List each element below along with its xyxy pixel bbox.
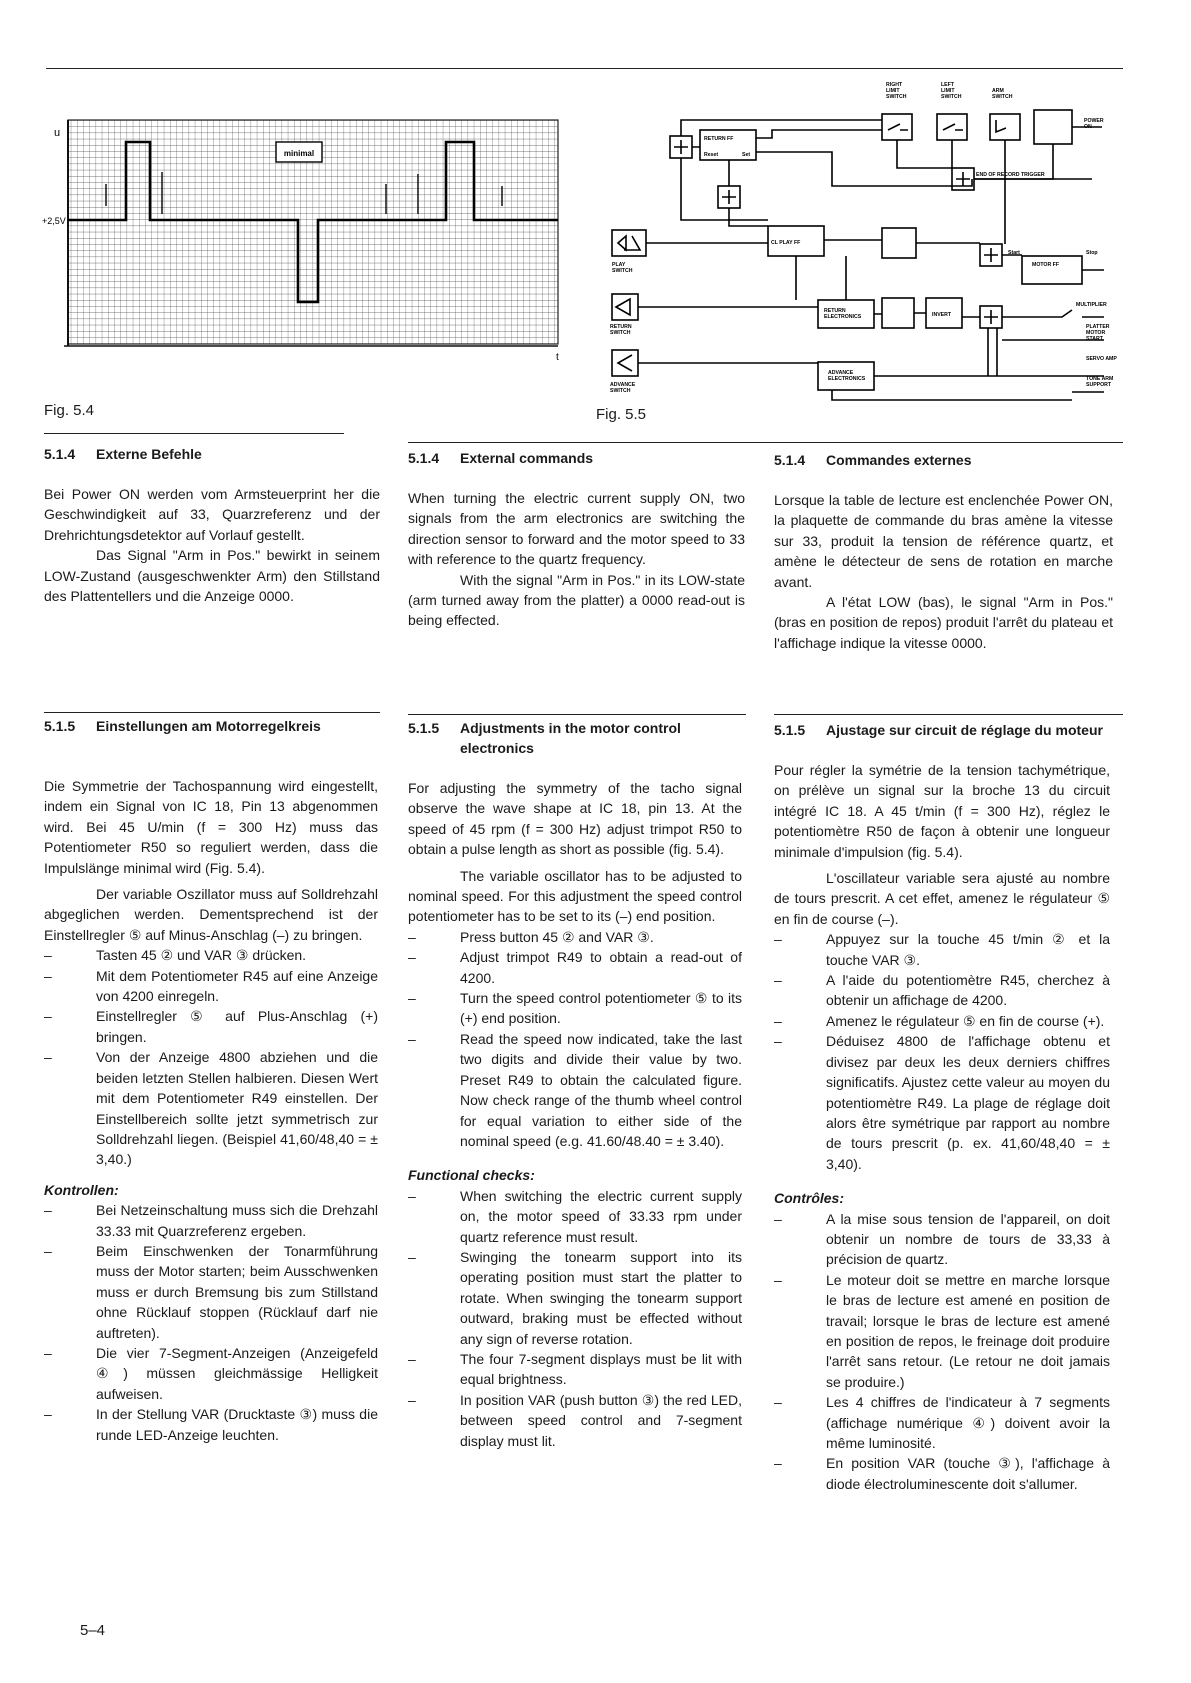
paragraph: For adjusting the symmetry of the tacho signal observe the wave shape at IC 18, pin 13. At the speed of 45 rpm (f = 300 Hz) adjust trimpot R50 to obtain a pulse length as short as possible (fig. 5.4). (408, 780, 742, 858)
list-item (408, 1349, 742, 1390)
list-item (774, 1209, 1110, 1270)
label-right-limit-3: SWITCH (886, 94, 907, 100)
label-play-switch-2: SWITCH (612, 268, 633, 274)
label-return-electronics-2: ELECTRONICS (824, 314, 862, 320)
heading-title: Externe Befehle (96, 446, 202, 462)
paragraph: Pour régler la symétrie de la tension tachymétrique, on prélève un signal sur la broche 13 du circuit intégré IC 18. A 45 t/min (f = 300 Hz), réglez le potentiomètre R50 de façon à obtenir une longueur minimale d'impulsion (fig. 5.4). (774, 762, 1110, 860)
label-power-on-2: ON (1084, 124, 1092, 130)
list-dash: – (408, 990, 416, 1007)
list-item-text: Einstellregler ⑤ auf Plus-Anschlag (+) bringen. (96, 1008, 378, 1045)
list-item (408, 1390, 742, 1451)
heading-number: 5.1.4 (774, 452, 806, 468)
paragraph: Das Signal "Arm in Pos." bewirkt in seinem LOW-Zustand (ausgeschwenkter Arm) den Stillstand des Plattentellers und die Anzeige 0000. (44, 547, 380, 605)
label-stop: Stop (1086, 250, 1098, 256)
paragraph: The variable oscillator has to be adjusted to nominal speed. For this adjustment the speed control potentiometer has to be set to its (–) end position. (408, 867, 742, 925)
paragraph: Der variable Oszillator muss auf Solldrehzahl abgeglichen werden. Dementsprechend ist der Einstellregler ⑤ auf Minus-Anschlag (–) zu bringen. (44, 886, 378, 943)
list-item-text: En position VAR (touche ③), l'affichage à diode électroluminescente doit s'allumer. (826, 1455, 1110, 1492)
heading-515-de (44, 716, 378, 736)
list-item-text: Turn the speed control potentiometer ⑤ to its (+) end position. (460, 990, 742, 1027)
label-arm-switch-2: SWITCH (992, 94, 1013, 100)
list-item-text: Mit dem Potentiometer R45 auf eine Anzeige von 4200 einregeln. (96, 967, 378, 1005)
label-return-switch-2: SWITCH (610, 330, 631, 336)
heading-title: Einstellungen am Motorregelkreis (96, 718, 321, 734)
label-start: Start (1008, 250, 1020, 256)
list-item (774, 929, 1110, 970)
heading-514-fr (774, 450, 1113, 470)
page-number: 5–4 (80, 1622, 106, 1639)
label-left-limit-1: LEFT (941, 82, 954, 88)
list-item-text: Press button 45 ② and VAR ③. (460, 928, 654, 945)
list-dash: – (408, 1350, 416, 1367)
label-return-electronics-1: RETURN (824, 308, 846, 314)
label-tone-arm-2: SUPPORT (1086, 382, 1112, 388)
list-dash: – (408, 1248, 416, 1265)
list-item (774, 1011, 1110, 1031)
rule-515-en (408, 714, 746, 715)
list-item (44, 1047, 378, 1169)
heading-title: Adjustments in the motor control electronics (460, 720, 681, 756)
subheading-checks: Contrôles: (774, 1190, 844, 1207)
list-item (774, 1031, 1110, 1174)
fig54-label-u: u (54, 127, 61, 139)
list-item-text: Die vier 7-Segment-Anzeigen (Anzeigefeld ④) müssen gleichmässige Helligkeit aufweisen. (96, 1344, 378, 1402)
list-dash: – (774, 1210, 782, 1227)
subheading-checks: Functional checks: (408, 1167, 535, 1184)
list-dash: – (44, 947, 52, 964)
list-item (44, 1404, 378, 1445)
paragraph: When turning the electric current supply ON, two signals from the arm electronics are switching the direction sensor to forward and the motor speed to 33 with reference to the quartz frequency. (408, 490, 745, 568)
label-advance-electronics-1: ADVANCE (828, 370, 854, 376)
label-right-limit-2: LIMIT (886, 88, 900, 94)
list-dash: – (408, 1030, 416, 1047)
heading-515-en (408, 718, 742, 758)
paragraph: A l'état LOW (bas), le signal "Arm in Pos." (bras en position de repos) produit l'arrêt du plateau et l'affichage indique la vitesse 0000. (774, 594, 1113, 651)
label-play-switch-1: PLAY (612, 262, 626, 268)
list-item-text: Adjust trimpot R49 to obtain a read-out of 4200. (460, 949, 742, 986)
list-item-text: Swinging the tonearm support into its operating position must start the platter to rotate. When swinging the tonearm support outward, braking must be effected without any sign of reverse rotation. (460, 1248, 742, 1347)
list-item-text: Bei Netzeinschaltung muss sich die Drehzahl 33.33 mit Quarzreferenz ergeben. (96, 1202, 378, 1239)
subheading-checks: Kontrollen: (44, 1181, 119, 1198)
fig-5-4-waveform (42, 114, 566, 364)
rule-514-de (44, 433, 344, 434)
label-invert: INVERT (932, 312, 952, 318)
list-dash: – (774, 1033, 782, 1050)
list-item (408, 1186, 742, 1247)
list-item-text: In position VAR (push button ③) the red LED, between speed control and 7-segment display must lit. (460, 1391, 742, 1449)
label-arm-switch-1: ARM (992, 88, 1004, 94)
list-dash: – (44, 1202, 52, 1219)
list-dash: – (774, 931, 782, 948)
fig-5-5-caption: Fig. 5.5 (596, 406, 647, 423)
label-advance-switch-1: ADVANCE (610, 382, 636, 388)
list-dash: – (408, 949, 416, 966)
paragraph: Lorsque la table de lecture est enclenchée Power ON, la plaquette de commande du bras amène la vitesse sur 33, produit la tension de référence quartz, et amène le détecteur de sens de rotation en marche avant. (774, 492, 1113, 590)
list-item (44, 1006, 378, 1047)
heading-number: 5.1.5 (774, 722, 806, 738)
label-platter-2: MOTOR (1086, 330, 1106, 336)
list-dash: – (774, 1012, 782, 1029)
label-return-ff: RETURN FF (704, 136, 734, 142)
list-dash: – (44, 1049, 52, 1066)
list-item (44, 1343, 378, 1404)
list-dash: – (774, 1271, 782, 1288)
label-left-limit-3: SWITCH (941, 94, 962, 100)
fig-5-4-caption: Fig. 5.4 (44, 402, 95, 419)
label-cl-play-ff: CL PLAY FF (771, 240, 801, 246)
list-dash: – (774, 972, 782, 989)
list-item-text: Appuyez sur la touche 45 t/min ② et la touche VAR ③. (826, 931, 1110, 968)
list-dash: – (408, 1187, 416, 1204)
list-item (408, 947, 742, 988)
label-return-switch-1: RETURN (610, 324, 632, 330)
list-item-text: Amenez le régulateur ⑤ en fin de course (+). (826, 1012, 1105, 1029)
list-item (774, 970, 1110, 1011)
heading-514-en (408, 448, 745, 468)
label-platter-1: PLATTER (1086, 324, 1110, 330)
list-item-text: Beim Einschwenken der Tonarmführung muss der Motor starten; beim Ausschwenken muss er durch Bremsung bis zum Stillstand ohne Rücklauf stoppen (Rücklauf darf nie auftreten). (96, 1242, 378, 1341)
list-dash: – (44, 967, 52, 984)
section-515-de (44, 716, 378, 1445)
paragraph: L'oscillateur variable sera ajusté au nombre de tours prescrit. A cet effet, amenez le régulateur ⑤ en fin de course (–). (774, 870, 1110, 927)
list-item (774, 1270, 1110, 1392)
list-item-text: A la mise sous tension de l'appareil, on doit obtenir un nombre de tours de 33,33 à précision de quartz. (826, 1210, 1110, 1268)
list-dash: – (774, 1455, 782, 1472)
list-item-text: A l'aide du potentiomètre R45, cherchez à obtenir un affichage de 4200. (826, 972, 1110, 1009)
list-dash: – (774, 1394, 782, 1411)
section-514-de (44, 444, 380, 606)
list-item-text: Les 4 chiffres de l'indicateur à 7 segments (affichage numérique ④) doivent avoir la même luminosité. (826, 1394, 1110, 1451)
list-item (44, 1241, 378, 1343)
label-right-limit-1: RIGHT (886, 82, 903, 88)
list-item-text: The four 7-segment displays must be lit with equal brightness. (460, 1350, 742, 1388)
section-515-en (408, 718, 742, 1451)
list-dash: – (44, 1008, 52, 1025)
fig54-label-minimal: minimal (283, 149, 315, 158)
label-set: Set (742, 152, 751, 158)
paragraph: Bei Power ON werden vom Armsteuerprint her die Geschwindigkeit auf 33, Quarzreferenz und der Drehrichtungsdetektor auf Vorlauf gestellt. (44, 486, 380, 543)
paragraph: With the signal "Arm in Pos." in its LOW-state (arm turned away from the platter) a 0000 read-out is being effected. (408, 571, 745, 629)
list-item (408, 1247, 742, 1349)
list-item (44, 945, 378, 965)
label-platter-3: START (1086, 336, 1103, 342)
label-tone-arm-1: TONE ARM (1086, 376, 1114, 382)
heading-number: 5.1.5 (44, 718, 76, 734)
heading-number: 5.1.5 (408, 720, 440, 736)
label-left-limit-2: LIMIT (941, 88, 955, 94)
label-end-of-record: END OF RECORD TRIGGER (976, 172, 1045, 178)
section-514-fr (774, 450, 1113, 653)
label-power-on-1: POWER (1084, 118, 1104, 124)
list-item-text: Déduisez 4800 de l'affichage obtenu et divisez par deux les deux derniers chiffres significatifs. Ajustez cette valeur au moyen du potentiomètre R49. La plage de réglage doit alors être symétrique par rapport au nombre de tours prescrit (p. ex. 41,60/48,40 = ± 3,40). (826, 1033, 1110, 1172)
heading-title: Commandes externes (826, 452, 972, 468)
heading-515-fr (774, 720, 1110, 740)
list-dash: – (408, 928, 416, 945)
list-item-text: Le moteur doit se mettre en marche lorsque le bras de lecture est amené en position de travail; lorsque le bras de lecture est amené en position de repos, le freinage doit produire l'arrêt sans retour. (Le retour ne doit jamais se produire.) (826, 1271, 1110, 1390)
top-rule (46, 68, 1123, 69)
label-servo-amp: SERVO AMP (1086, 356, 1117, 362)
list-item (408, 927, 742, 947)
list-item (408, 988, 742, 1029)
list-dash: – (44, 1406, 52, 1423)
list-item (774, 1392, 1110, 1453)
rule-514-en-fr (408, 442, 1123, 443)
heading-title: Ajustage sur circuit de réglage du moteur (826, 722, 1103, 738)
list-dash: – (44, 1344, 52, 1361)
label-multiplier: MULTIPLIER (1076, 302, 1107, 308)
list-item-text: Tasten 45 ② und VAR ③ drücken. (96, 947, 307, 964)
list-item (44, 1200, 378, 1241)
section-514-en (408, 448, 745, 631)
label-advance-switch-2: SWITCH (610, 388, 631, 394)
fig54-label-t: t (556, 352, 559, 363)
paragraph: Die Symmetrie der Tachospannung wird eingestellt, indem ein Signal von IC 18, Pin 13 abgenommen wird. Bei 45 U/min (f = 300 Hz) muss das Potentiometer R50 so reguliert werden, dass die Impulslänge minimal wird (Fig. 5.4). (44, 778, 378, 876)
heading-number: 5.1.4 (44, 446, 76, 462)
rule-515-de (44, 712, 380, 713)
fig54-label-25v: +2,5V (42, 216, 66, 226)
list-dash: – (44, 1242, 52, 1259)
heading-number: 5.1.4 (408, 450, 440, 466)
rule-515-fr (774, 714, 1123, 715)
section-515-fr (774, 720, 1110, 1494)
list-item-text: Von der Anzeige 4800 abziehen und die beiden letzten Stellen halbieren. Diesen Wert mit dem Potentiometer R49 einstellen. Der Einstellbereich sollte jetzt symmetrisch zur Solldrehzahl liegen. (Beispiel 41,60/48,40 = ± 3,40.) (96, 1049, 378, 1168)
heading-title: External commands (460, 450, 594, 466)
heading-514-de (44, 444, 380, 464)
label-motor-ff: MOTOR FF (1032, 262, 1059, 268)
fig-5-5-block-diagram (592, 80, 1117, 410)
list-item (44, 966, 378, 1007)
list-dash: – (408, 1391, 416, 1408)
list-item-text: When switching the electric current supply on, the motor speed of 33.33 rpm under quartz reference must result. (460, 1187, 742, 1245)
list-item (774, 1453, 1110, 1494)
list-item-text: In der Stellung VAR (Drucktaste ③) muss die runde LED-Anzeige leuchten. (96, 1406, 378, 1443)
label-reset: Reset (704, 152, 719, 158)
list-item-text: Read the speed now indicated, take the last two digits and divide their value by two. Preset R49 to obtain the calculated figure. Now check range of the thumb wheel control for equal variation to either side of the nominal speed (e.g. 41.60/48.40 = ± 3.40). (460, 1030, 742, 1149)
label-advance-electronics-2: ELECTRONICS (828, 376, 866, 382)
list-item (408, 1029, 742, 1151)
